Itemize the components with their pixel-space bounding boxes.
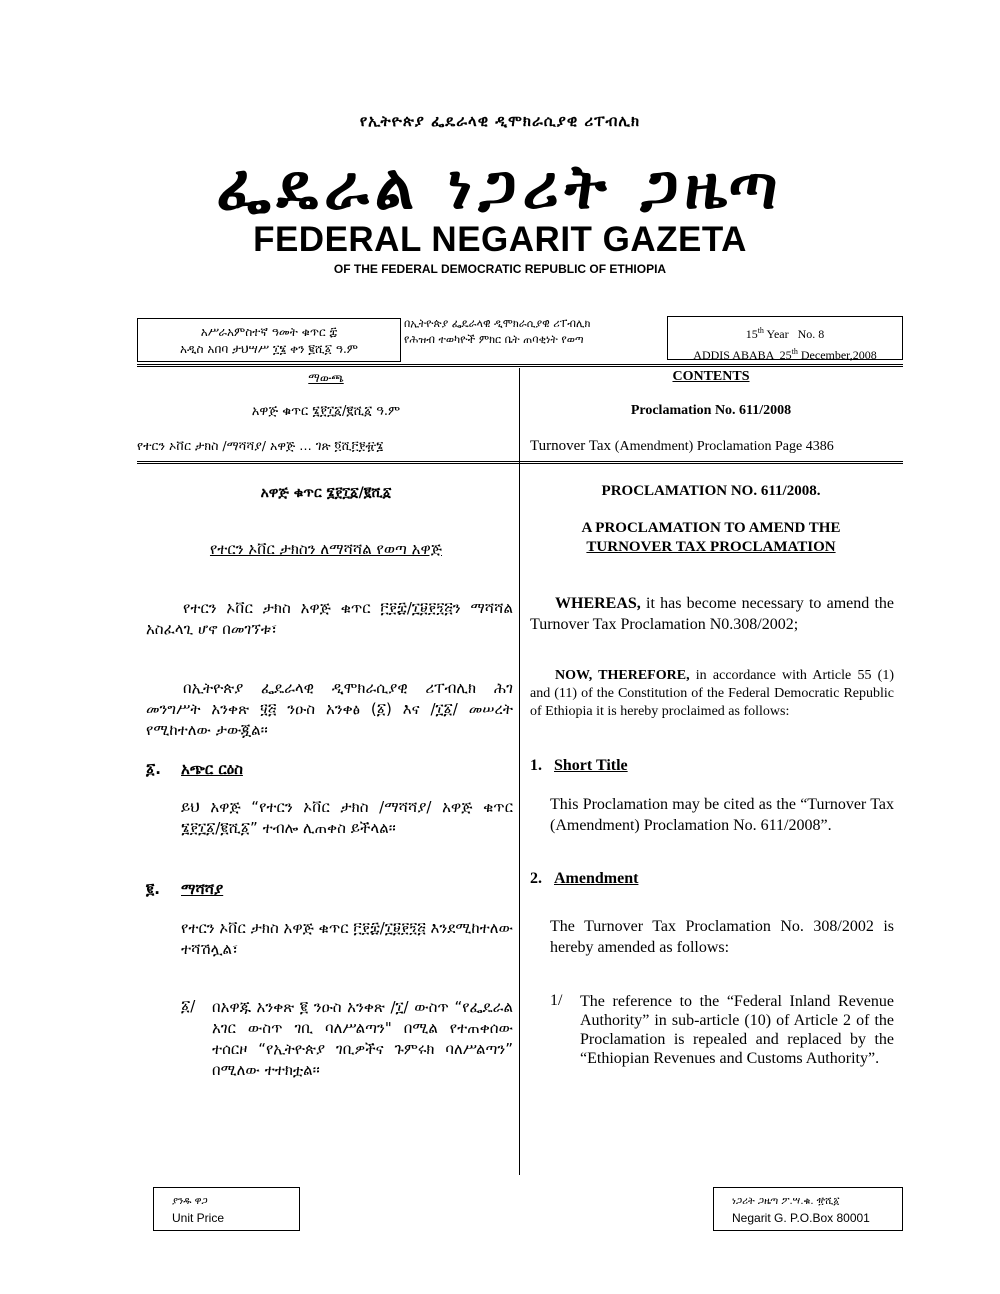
amharic-section-2-num: ፪. (146, 880, 160, 898)
contents-english-proclamation: Proclamation No. 611/2008 (630, 403, 792, 418)
contents-divider (137, 461, 903, 464)
unit-price-label: Unit Price (172, 1211, 225, 1225)
unit-price-amharic: ያንዱ ዋጋ (172, 1196, 208, 1207)
issue-english-box (667, 316, 903, 360)
issue-english-date: ADDIS ABABA 25th December,2008 (693, 347, 877, 362)
masthead-amharic-title: ፌዴራል ነጋሪት ጋዜጣ (216, 150, 784, 223)
amharic-section-1-title: አጭር ርዕስ (181, 760, 243, 778)
amharic-section-2-title: ማሻሻያ (181, 880, 224, 898)
english-proclamation-no: PROCLAMATION NO. 611/2008. (601, 483, 821, 499)
contents-amharic-entry: የተርን ኦቨር ታክስ /ማሻሻያ/ አዋጅ … ገጽ ፬ሺ፫፻፹፮ (137, 438, 384, 453)
amharic-item-1-text: በአዋጁ አንቀጽ ፪ ንዑስ አንቀጽ /፲/ ውስጥ “የፌዴራል አገር ውስጥ ገቢ ባለሥልጣን" በሚል የተጠቀሰው ተሰርዞ “የኢትዮጵያ ገቢዎችና ጉምሩክ ባለሥልጣን” በሚለው ተተክቷል፡፡ (212, 998, 513, 1079)
issue-amharic-box (137, 318, 401, 362)
contents-english-label: CONTENTS (672, 369, 750, 384)
english-now-therefore: NOW, THEREFORE, in accordance with Article 55 (1) and (11) of the Constitution of the Federal Democratic Republic of Ethiopia it is hereby proclaimed as follows: (530, 668, 894, 719)
column-divider (519, 368, 520, 1175)
masthead-english-title: FEDERAL NEGARIT GAZETA (253, 220, 747, 259)
issue-amharic-date: አዲስ አበባ ታህሣሥ ፲፮ ቀን ፪ሺ፩ ዓ.ም (180, 342, 358, 356)
amharic-item-1-num: ፩/ (181, 997, 196, 1015)
masthead-english-subtitle: OF THE FEDERAL DEMOCRATIC REPUBLIC OF ETHIOPIA (333, 262, 667, 276)
pobox-box (713, 1187, 903, 1231)
issue-publisher-line-2: የሕዝብ ተወካዮች ምክር ቤት ጠባቂነት የወጣ (404, 333, 584, 346)
issue-amharic-year: አሥራአምስተኛ ዓመት ቁጥር ፰ (200, 325, 338, 339)
english-title-line-1: A PROCLAMATION TO AMEND THE (581, 520, 841, 536)
english-item-1-text: The reference to the “Federal Inland Revenue Authority” in sub-article (10) of Article 2 of the Proclamation is repealed and replaced by the “Ethiopian Revenues and Customs Authority”. (580, 993, 894, 1067)
pobox-label: Negarit G. P.O.Box 80001 (732, 1211, 870, 1225)
contents-english-entry: Turnover Tax (Amendment) Proclamation Page 4386 (530, 438, 834, 454)
amharic-whereas: የተርን ኦቨር ታክስ አዋጅ ቁጥር ፫፻፰/፲፱፻፺፭ን ማሻሻል አስፈላጊ ሆኖ በመገኘቱ፣ (146, 599, 513, 638)
contents-amharic-label: ማውጫ (308, 371, 344, 385)
amharic-section-2-text: የተርን ኦቨር ታክስ አዋጅ ቁጥር ፫፻፰/፲፱፻፺፭ እንደሚከተለው ተሻሽሏል፣ (181, 919, 513, 958)
amharic-section-1-num: ፩. (146, 760, 161, 778)
amharic-section-1-text: ይህ አዋጅ “የተርን ኦቨር ታክስ /ማሻሻያ/ አዋጅ ቁጥር ፮፻፲፩/፪ሺ፩” ተብሎ ሊጠቀስ ይችላል፡፡ (181, 798, 513, 837)
issue-english-year: 15th Year No. 8 (745, 326, 825, 341)
masthead-amharic-country: የኢትዮጵያ ፌዴራላዊ ዲሞክራሲያዊ ሪፐብሊክ (359, 112, 641, 130)
english-whereas: WHEREAS, it has become necessary to amend the Turnover Tax Proclamation N0.308/2002; (530, 595, 894, 633)
english-section-2-title: Amendment (554, 870, 639, 887)
header-divider (137, 364, 903, 367)
english-section-2-text: The Turnover Tax Proclamation No. 308/2002 is hereby amended as follows: (550, 918, 894, 956)
issue-publisher (404, 316, 666, 348)
amharic-now-therefore: በኢትዮጵያ ፌዴራላዊ ዲሞክራሲያዊ ሪፐብሊክ ሕገ መንግሥት አንቀጽ ፶፭ ንዑስ አንቀፅ (፩) እና /፲፩/ መሠረት የሚከተለው ታውጇል፡፡ (146, 679, 513, 739)
amharic-proclamation-no: አዋጅ ቁጥር ፮፻፲፩/፪ሺ፩ (260, 485, 392, 501)
english-title-line-2: TURNOVER TAX PROCLAMATION (586, 539, 836, 555)
english-section-1-num: 1. (530, 757, 542, 774)
english-item-1-num: 1/ (550, 992, 563, 1009)
contents-amharic-proclamation: አዋጅ ቁጥር ፮፻፲፩/፪ሺ፩ ዓ.ም (251, 404, 401, 419)
issue-publisher-line-1: በኢትዮጵያ ፌዴራላዊ ዲሞክራሲያዊ ሪፐብሊክ (404, 317, 591, 330)
english-section-2-num: 2. (530, 870, 542, 887)
unit-price-box (153, 1187, 300, 1231)
english-section-1-title: Short Title (554, 757, 628, 774)
amharic-title: የተርን ኦቨር ታክስን ለማሻሻል የወጣ አዋጅ (209, 540, 443, 558)
english-section-1-text: This Proclamation may be cited as the “Turnover Tax (Amendment) Proclamation No. 611/2008”. (550, 796, 894, 834)
pobox-amharic: ነጋሪት ጋዜጣ ፖ.ሣ.ቁ. ፹ሺ፩ (732, 1196, 840, 1207)
